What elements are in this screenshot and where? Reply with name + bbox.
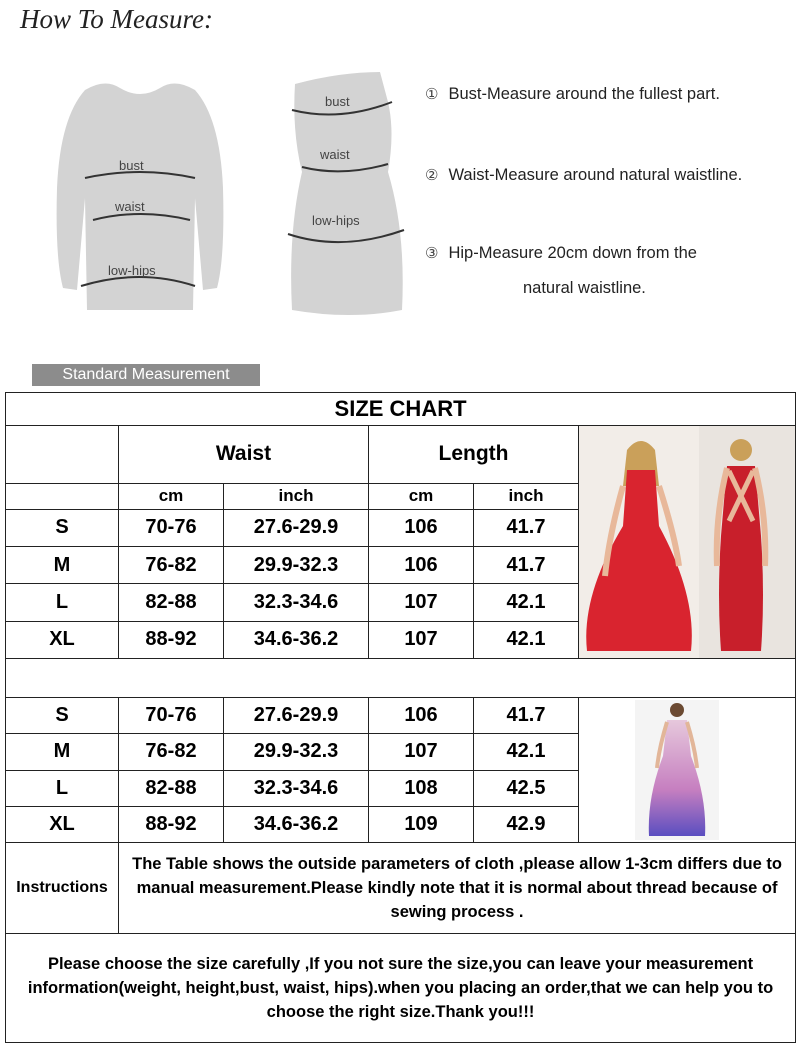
ombre-dress-photo (579, 698, 796, 842)
sweater-measure-figure (45, 78, 235, 328)
size-cell: M (6, 547, 119, 584)
waist-inch-cell: 27.6-29.9 (224, 509, 369, 546)
waist-inch-cell: 27.6-29.9 (224, 698, 369, 734)
waist-header: Waist (119, 426, 369, 484)
step-waist (425, 166, 742, 185)
unit-length-cm: cm (369, 483, 474, 509)
length-cm-cell: 106 (369, 509, 474, 546)
table-separator (6, 659, 796, 698)
size-cell: XL (6, 806, 119, 842)
length-inch-cell: 41.7 (474, 698, 579, 734)
size-cell: S (6, 509, 119, 546)
instructions-text: The Table shows the outside parameters of cloth ,please allow 1-3cm differs due to manual measurement.Please kindly note that it is normal about thread because of sewing process . (119, 843, 796, 934)
length-header: Length (369, 426, 579, 484)
page-title: How To Measure: (20, 4, 214, 34)
length-cm-cell: 107 (369, 584, 474, 621)
waist-cm-cell: 88-92 (119, 621, 224, 658)
dress-bust-label: bust (325, 94, 350, 109)
step-hip-continuation: natural waistline. (523, 279, 646, 297)
table-row (6, 698, 796, 734)
step-text: Bust-Measure around the fullest part. (448, 85, 720, 103)
waist-inch-cell: 34.6-36.2 (224, 806, 369, 842)
length-cm-cell: 108 (369, 770, 474, 806)
waist-cm-cell: 82-88 (119, 584, 224, 621)
length-cm-cell: 107 (369, 734, 474, 770)
ombre-dress-photo-cell (579, 698, 796, 843)
waist-inch-cell: 32.3-34.6 (224, 770, 369, 806)
red-dress-photo-cell (579, 426, 796, 659)
length-inch-cell: 42.5 (474, 770, 579, 806)
length-inch-cell: 42.1 (474, 734, 579, 770)
step-number: ① (425, 86, 439, 103)
waist-cm-cell: 88-92 (119, 806, 224, 842)
step-bust (425, 85, 720, 104)
red-dress-photo (579, 426, 796, 658)
step-number: ② (425, 167, 439, 184)
length-cm-cell: 106 (369, 698, 474, 734)
dress-measure-figure (280, 62, 410, 327)
unit-waist-inch: inch (224, 483, 369, 509)
sweater-hips-label: low-hips (108, 263, 156, 278)
size-cell: L (6, 770, 119, 806)
size-header-empty (6, 426, 119, 484)
size-cell: XL (6, 621, 119, 658)
length-cm-cell: 109 (369, 806, 474, 842)
size-note: Please choose the size carefully ,If you not sure the size,you can leave your measurement information(weight, height,bust, waist, hips).when you placing an order,that we can help you to choose the right size.Thank you!!! (6, 934, 796, 1043)
step-number: ③ (425, 245, 439, 262)
step-text: Hip-Measure 20cm down from the (448, 244, 697, 262)
waist-cm-cell: 70-76 (119, 509, 224, 546)
size-cell: L (6, 584, 119, 621)
step-hip (425, 244, 697, 263)
waist-inch-cell: 34.6-36.2 (224, 621, 369, 658)
instructions-label: Instructions (6, 843, 119, 934)
size-cell: M (6, 734, 119, 770)
waist-cm-cell: 76-82 (119, 547, 224, 584)
size-chart-title: SIZE CHART (6, 393, 796, 426)
waist-cm-cell: 82-88 (119, 770, 224, 806)
standard-measurement-label: Standard Measurement (32, 364, 260, 386)
sweater-bust-label: bust (119, 158, 144, 173)
size-cell: S (6, 698, 119, 734)
waist-cm-cell: 70-76 (119, 698, 224, 734)
unit-length-inch: inch (474, 483, 579, 509)
unit-waist-cm: cm (119, 483, 224, 509)
dress-waist-label: waist (320, 147, 350, 162)
waist-inch-cell: 29.9-32.3 (224, 547, 369, 584)
waist-inch-cell: 32.3-34.6 (224, 584, 369, 621)
length-inch-cell: 41.7 (474, 509, 579, 546)
length-cm-cell: 106 (369, 547, 474, 584)
length-inch-cell: 42.1 (474, 621, 579, 658)
dress-hips-label: low-hips (312, 213, 360, 228)
unit-empty (6, 483, 119, 509)
length-cm-cell: 107 (369, 621, 474, 658)
length-inch-cell: 42.9 (474, 806, 579, 842)
sweater-waist-label: waist (115, 199, 145, 214)
step-text: Waist-Measure around natural waistline. (448, 166, 743, 184)
waist-cm-cell: 76-82 (119, 734, 224, 770)
size-chart-table (5, 392, 796, 1043)
length-inch-cell: 41.7 (474, 547, 579, 584)
waist-inch-cell: 29.9-32.3 (224, 734, 369, 770)
length-inch-cell: 42.1 (474, 584, 579, 621)
